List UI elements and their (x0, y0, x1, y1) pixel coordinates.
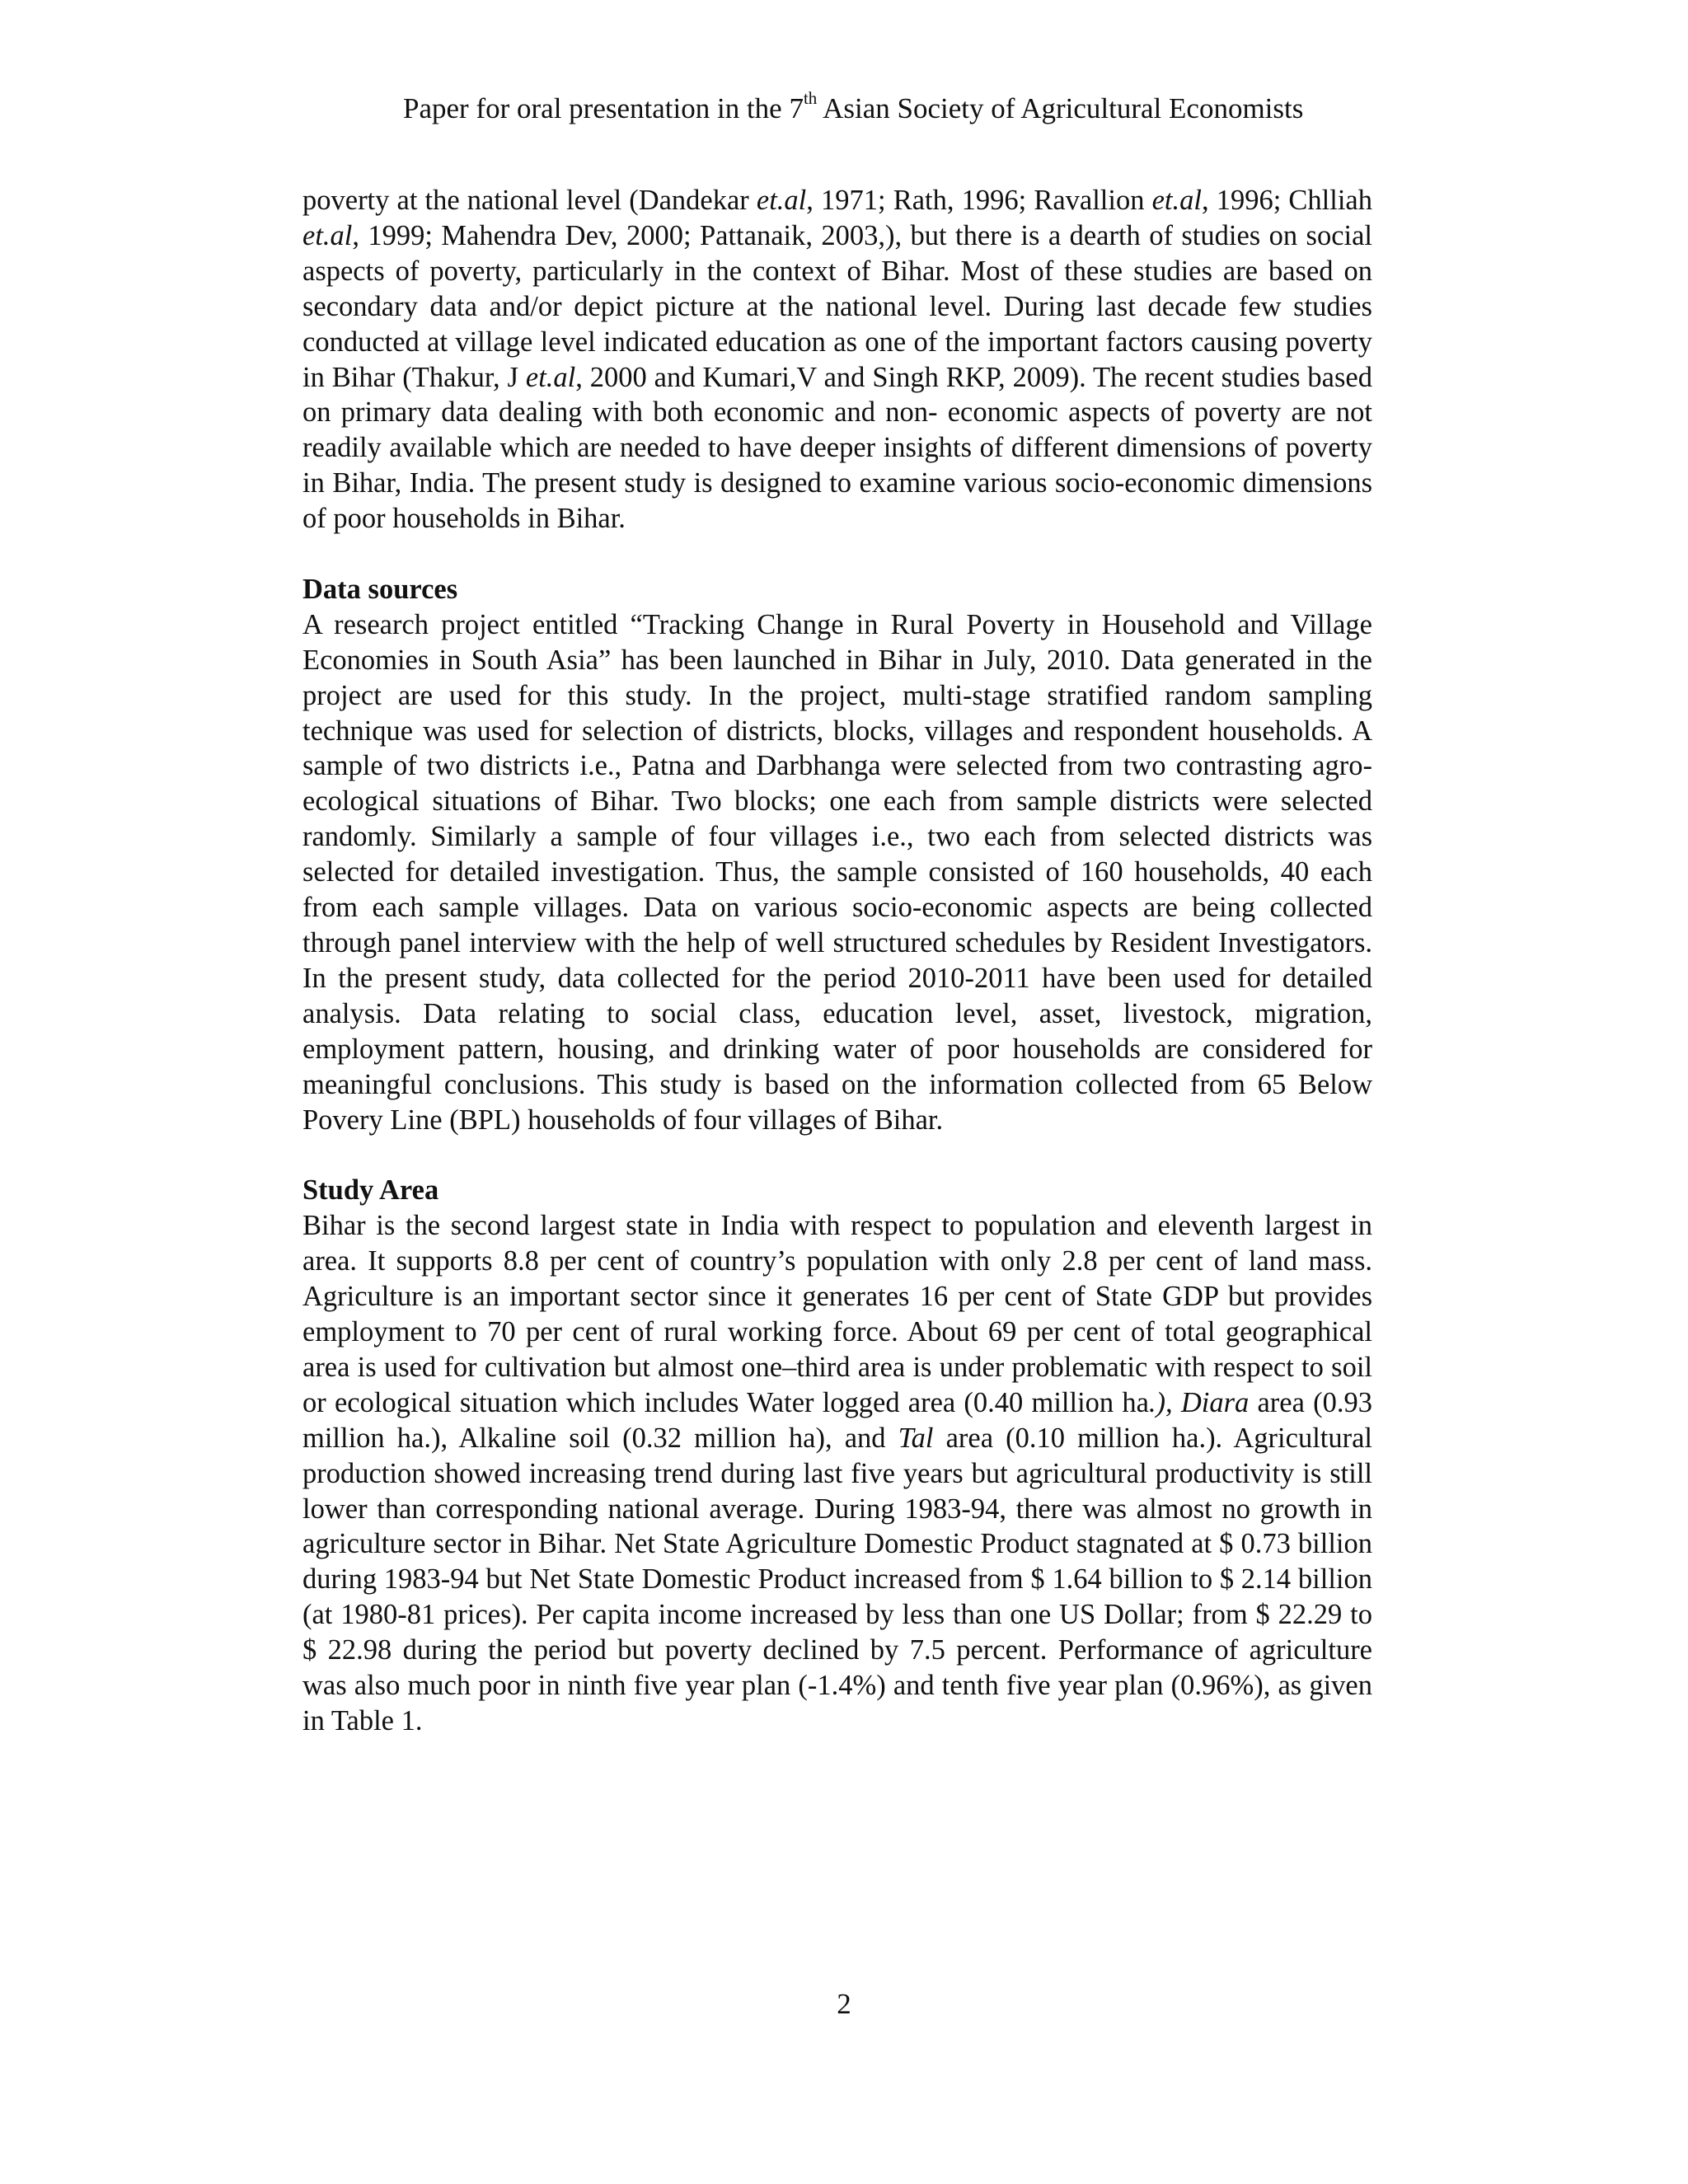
study-area-italic-1: .), Diara (1148, 1386, 1250, 1418)
data-sources-heading: Data sources (302, 573, 458, 605)
intro-text-2: , 1971; Rath, 1996; Ravallion (806, 185, 1152, 216)
study-area-paragraph (302, 1208, 1372, 1739)
intro-italic-1: et.al (756, 185, 807, 216)
study-area-text-1: Bihar is the second largest state in India with respect to population and eleventh largest in area. It supports 8.8 per cent of country’s population with only 2.8 per cent of land mass. Agriculture is an important sector since it generates 16 per cent of State GDP but provides employment to 70 per cent of rural working force. About 69 per cent of total geographical area is used for cultivation but almost one–third area is under problematic with respect to soil or ecological situation which includes Water logged area (0.40 million ha (302, 1210, 1372, 1418)
intro-text-5: , 2000 and Kumari,V and Singh RKP, 2009). The recent studies based on primary data dealing with both economic and non- economic aspects of poverty are not readily available which are needed to have deeper insights of different dimensions of poverty in Bihar, India. The present study is designed to examine various socio-economic dimensions of poor households in Bihar. (302, 361, 1372, 535)
running-header-text-end: Asian Society of Agricultural Economists (817, 92, 1304, 124)
page-body (302, 183, 1372, 1739)
study-area-heading: Study Area (302, 1174, 439, 1207)
study-area-italic-2: Tal (898, 1422, 934, 1454)
paragraph-spacer (302, 537, 1372, 572)
intro-italic-2: et.al (1151, 185, 1202, 216)
paragraph-spacer (302, 1137, 1372, 1173)
intro-text-1: poverty at the national level (Dandekar (302, 185, 757, 216)
study-area-text-2: area (0.93 million ha.), Alkaline soil (0.32 million ha), and (302, 1386, 1372, 1454)
page-number: 2 (837, 1988, 851, 2020)
intro-text-3: , 1996; Chlliah (1201, 185, 1372, 216)
intro-text-4: , 1999; Mahendra Dev, 2000; Pattanaik, 2003,), but there is a dearth of studies on social aspects of poverty, particularly in the context of Bihar. Most of these studies are based on secondary data and/or depict picture at the national level. During last decade few studies conducted at village level indicated education as one of the important factors causing poverty in Bihar (Thakur, J (302, 219, 1372, 393)
intro-paragraph (302, 183, 1372, 537)
intro-italic-3: et.al (302, 219, 353, 251)
running-header (403, 86, 1384, 132)
running-header-superscript: th (803, 88, 818, 108)
intro-italic-4: et.al (525, 361, 576, 393)
running-header-text: Paper for oral presentation in the 7 (403, 92, 804, 124)
study-area-text-3: area (0.10 million ha.). Agricultural production showed increasing trend during last five years but agricultural productivity is still lower than corresponding national average. During 1983-94, there was almost no growth in agriculture sector in Bihar. Net State Agriculture Domestic Product stagnated at $ 0.73 billion during 1983-94 but Net State Domestic Product increased from $ 1.64 billion to $ 2.14 billion (at 1980-81 prices). Per capita income increased by less than one US Dollar; from $ 22.29 to $ 22.98 during the period but poverty declined by 7.5 percent. Performance of agriculture was also much poor in ninth five year plan (-1.4%) and tenth five year plan (0.96%), as given in Table 1. (302, 1422, 1372, 1736)
data-sources-paragraph: A research project entitled “Tracking Change in Rural Poverty in Household and Village Economies in South Asia” has been launched in Bihar in July, 2010. Data generated in the project are used for this study. In the project, multi-stage stratified random sampling technique was used for selection of districts, blocks, villages and respondent households. A sample of two districts i.e., Patna and Darbhanga were selected from two contrasting agro-ecological situations of Bihar. Two blocks; one each from sample districts were selected randomly. Similarly a sample of four villages i.e., two each from selected districts was selected for detailed investigation. Thus, the sample consisted of 160 households, 40 each from each sample villages. Data on various socio-economic aspects are being collected through panel interview with the help of well structured schedules by Resident Investigators. In the present study, data collected for the period 2010-2011 have been used for detailed analysis. Data relating to social class, education level, asset, livestock, migration, employment pattern, housing, and drinking water of poor households are considered for meaningful conclusions. This study is based on the information collected from 65 Below Povery Line (BPL) households of four villages of Bihar. (302, 608, 1372, 1136)
